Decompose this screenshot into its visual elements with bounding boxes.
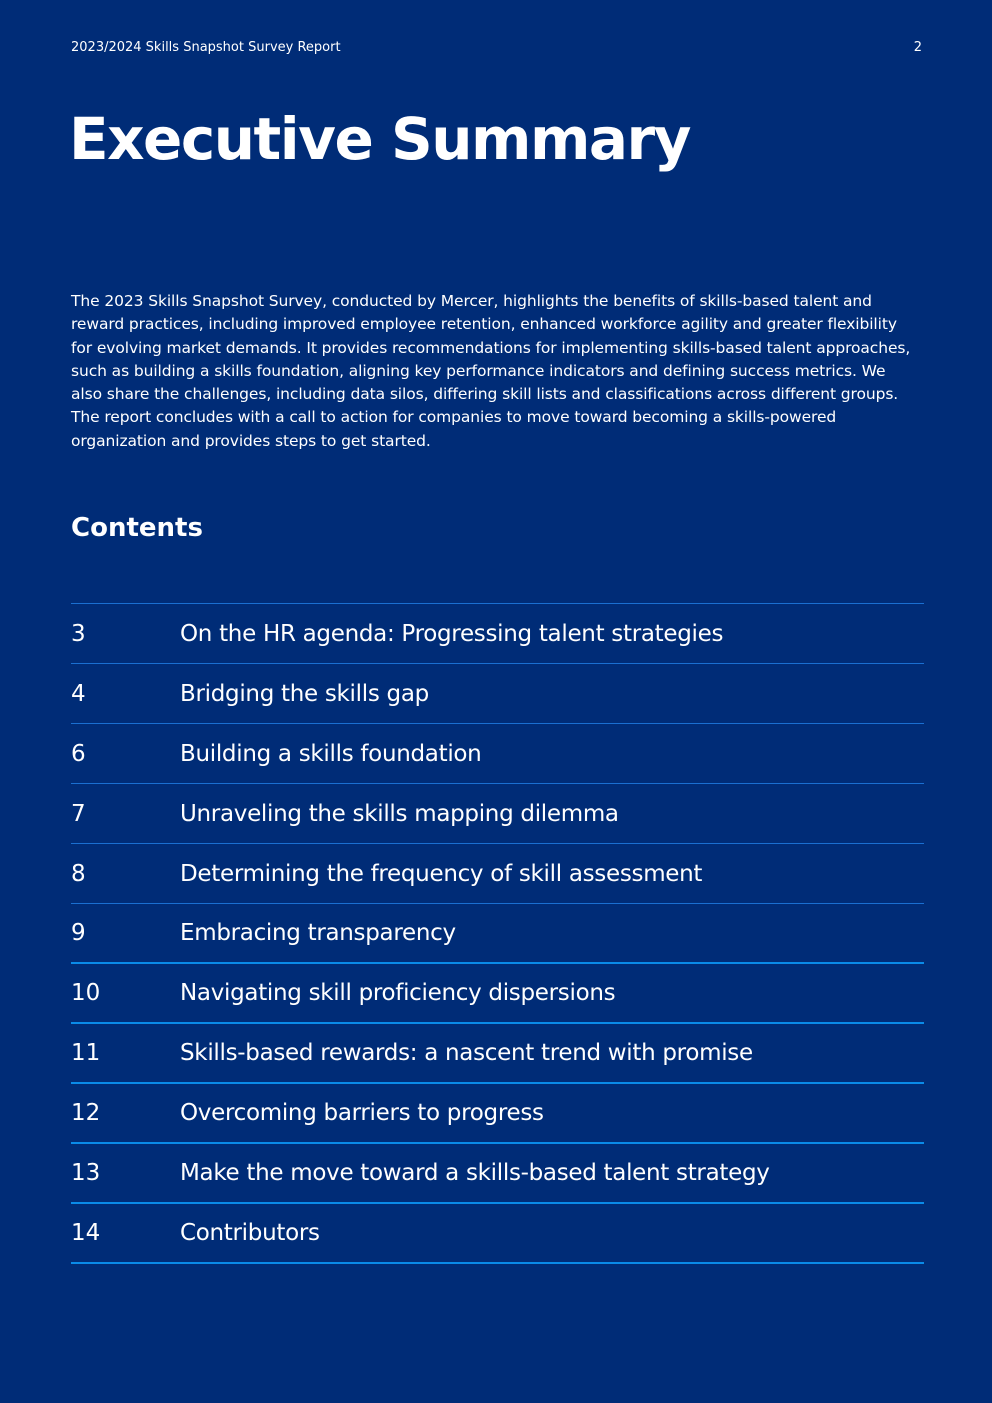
report-title: 2023/2024 Skills Snapshot Survey Report — [71, 40, 341, 55]
page-title: Executive Summary — [69, 105, 690, 173]
toc-item[interactable] — [71, 724, 924, 784]
toc-label[interactable]: Navigating skill proficiency dispersions — [180, 980, 616, 1006]
toc-page-number: 10 — [71, 980, 101, 1006]
executive-summary-text: The 2023 Skills Snapshot Survey, conducted by Mercer, highlights the benefits of skills-based talent and reward practices, including improved employee retention, enhanced workforce agility and greater flexibility for evolving market demands. It provides recommendations for implementing skills-based talent approaches, such as building a skills foundation, aligning key performance indicators and defining success metrics. We also share the challenges, including data silos, differing skill lists and classifications across different groups. The report concludes with a call to action for companies to move toward becoming a skills-powered organization and provides steps to get started. — [71, 292, 911, 450]
toc-label[interactable]: Building a skills foundation — [180, 740, 482, 767]
toc-item[interactable] — [71, 664, 924, 724]
toc-page-number: 4 — [71, 680, 86, 707]
toc-label[interactable]: Contributors — [180, 1220, 320, 1246]
toc-page-number: 7 — [71, 800, 86, 827]
toc-page-number: 6 — [71, 740, 86, 767]
toc-label[interactable]: Unraveling the skills mapping dilemma — [180, 800, 619, 827]
table-of-contents — [71, 603, 924, 1264]
toc-page-number: 3 — [71, 620, 86, 647]
contents-heading: Contents — [71, 513, 203, 543]
toc-page-number: 9 — [71, 920, 86, 946]
toc-item[interactable] — [71, 604, 924, 664]
toc-item[interactable] — [71, 784, 924, 844]
toc-label[interactable]: On the HR agenda: Progressing talent strategies — [180, 620, 724, 647]
toc-item[interactable] — [71, 1144, 924, 1204]
toc-item[interactable] — [71, 1084, 924, 1144]
toc-label[interactable]: Bridging the skills gap — [180, 680, 429, 707]
toc-item[interactable] — [71, 1204, 924, 1264]
toc-item[interactable] — [71, 904, 924, 964]
toc-label[interactable]: Embracing transparency — [180, 920, 456, 946]
toc-item[interactable] — [71, 1024, 924, 1084]
toc-label[interactable]: Overcoming barriers to progress — [180, 1100, 544, 1126]
toc-item[interactable] — [71, 964, 924, 1024]
toc-page-number: 12 — [71, 1100, 101, 1126]
toc-label[interactable]: Skills-based rewards: a nascent trend with promise — [180, 1040, 753, 1066]
toc-label[interactable]: Make the move toward a skills-based talent strategy — [180, 1160, 770, 1186]
toc-item[interactable] — [71, 844, 924, 904]
toc-label[interactable]: Determining the frequency of skill assessment — [180, 860, 703, 887]
toc-page-number: 11 — [71, 1040, 101, 1066]
page-header — [71, 40, 922, 58]
page-number: 2 — [913, 40, 922, 55]
toc-page-number: 13 — [71, 1160, 101, 1186]
toc-page-number: 14 — [71, 1220, 101, 1246]
toc-page-number: 8 — [71, 860, 86, 887]
